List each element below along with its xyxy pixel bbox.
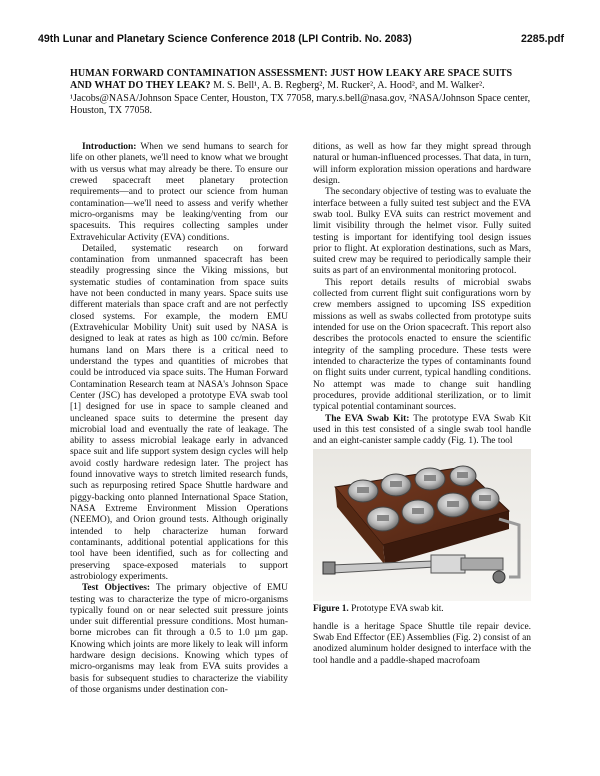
figure-caption-text: Prototype EVA swab kit. <box>351 604 444 615</box>
objectives-heading: Test Objectives: <box>82 583 151 594</box>
page-id: 2285.pdf <box>521 33 564 45</box>
intro-text: When we send humans to search for life on other planets, we'll need to know what we brought with us versus what may already be there. To ensure our crewed spacecraft meet planetary protection requirements—and to protect our science from human contamination—we'll need to assess and verify whether micro-organisms may be leaking/venting from our spacesuits. This requires collecting samples under Extravehicular Activity (EVA) conditions. <box>70 142 288 243</box>
affiliations: ¹Jacobs@NASA/Johnson Space Center, Houston, TX 77058, mary.s.bell@nasa.gov, ²NASA/Johnson Space center, Houston, TX 77058. <box>70 92 531 117</box>
figure-swab-kit-photo <box>313 449 531 601</box>
figure-label: Figure 1. <box>313 604 349 615</box>
report-paragraph: This report details results of microbial swabs collected from current flight suit configurations worn by crew members assigned to upcoming ISS expedition missions as well as swabs collected from prototype suits intended for use on the Orion spacecraft. This report also describes the protocols enacted to ensure the scientific integrity of the sampling procedure. These tests were intended to characterize the types of contaminants found on flight suits under current, typical handling conditions. No attempt was made to change suit handling procedures, provide additional sterilization, or to limit typical potential contaminant sources. <box>313 277 531 413</box>
continued-paragraph: ditions, as well as how far they might spread through natural or human-influenced processes. That data, in turn, will inform exploration mission operations and hardware design. <box>313 142 531 186</box>
running-header: 49th Lunar and Planetary Science Conference 2018 (LPI Contrib. No. 2083) <box>38 33 412 45</box>
objectives-text: The primary objective of EMU testing was to characterize the type of micro-organisms typically found on or near selected suit pressure joints under suit differential pressure conditions. Most human-borne microbes can fit through a 0.5 to 1.0 µm gap. Knowing which joints are more likely to leak will inform hardware design decisions. Knowing which types of micro-organisms may leak from EVA suits provides a basis for subsequent studies to characterize the viability of those organisms under destination con- <box>70 583 288 695</box>
authors: M. S. Bell¹, A. B. Regberg², M. Rucker², A. Hood², and M. Walker². <box>213 80 485 92</box>
kit-text: The prototype EVA Swab Kit used in this test consisted of a single swab tool handle and an eight-canister sample caddy (Fig. 1). The tool <box>313 413 531 447</box>
intro-heading: Introduction: <box>82 142 137 152</box>
kit-heading: The EVA Swab Kit: <box>325 413 410 424</box>
title-block <box>70 68 532 118</box>
secondary-objective-paragraph: The secondary objective of testing was to evaluate the interface between a fully suited test subject and the EVA swab tool. Bulky EVA suits can restrict movement and limit visibility through the helmet visor. Fully suited testing is important for identifying tool design issues prior to flight. At exploration destinations, such as Mars, suited crew may be required to periodically sample their suits as part of an environmental monitoring protocol. <box>313 187 531 277</box>
paper-title: HUMAN FORWARD CONTAMINATION ASSESSMENT: JUST HOW LEAKY ARE SPACE SUITS AND WHAT DO THEY LEAK? <box>70 68 513 92</box>
swab-ee-paragraph: handle is a heritage Space Shuttle tile repair device. Swab End Effector (EE) Assemblies (Fig. 2) consist of an anodized aluminum holder designed to interface with the tool handle and a paddle-shaped macrofoam <box>313 621 531 666</box>
background-paragraph: Detailed, systematic research on forward contamination from unmanned spacecraft has been steadily progressing since the Viking missions, but systematic studies of contamination from space suits have not been conducted in many years. Space suits use different materials than space craft and are not perfectly closed systems. For example, the modern EMU (Extravehicular Mobility Unit) suit used by NASA is designed to leak at rates as high as 100 cc/min. Before humans land on Mars there is a critical need to understand the types and quantities of microbes that could be introduced via space suits. The Human Forward Contamination Research team at NASA's Johnson Space Center (JSC) has developed a prototype EVA swab tool [1] designed for use in space to sample cleaned and uncleaned space suits to determine the present day microbial load and eventually the rate of leakage. The ability to assess microbial leakage early in advanced space suit and life support system design cycles will help avoid costly hardware redesign later. The project has found innovative ways to stretch limited research funds, such as repurposing retired Space Shuttle hardware and piggy-backing onto planned International Space Station, NASA Extreme Environment Mission Operations (NEEMO), and Orion ground tests. Although originally intended to help characterize human forward contaminants, additional potential applications for this tool have been identified, such as for collecting and preserving space-exposed materials to support astrobiology experiments. <box>70 243 288 582</box>
left-column <box>70 142 288 696</box>
kit-paragraph <box>313 414 531 448</box>
intro-paragraph <box>70 142 288 244</box>
swab-kit-illustration <box>313 449 531 601</box>
figure-caption <box>313 604 531 615</box>
objectives-paragraph <box>70 583 288 696</box>
right-column <box>313 142 531 667</box>
